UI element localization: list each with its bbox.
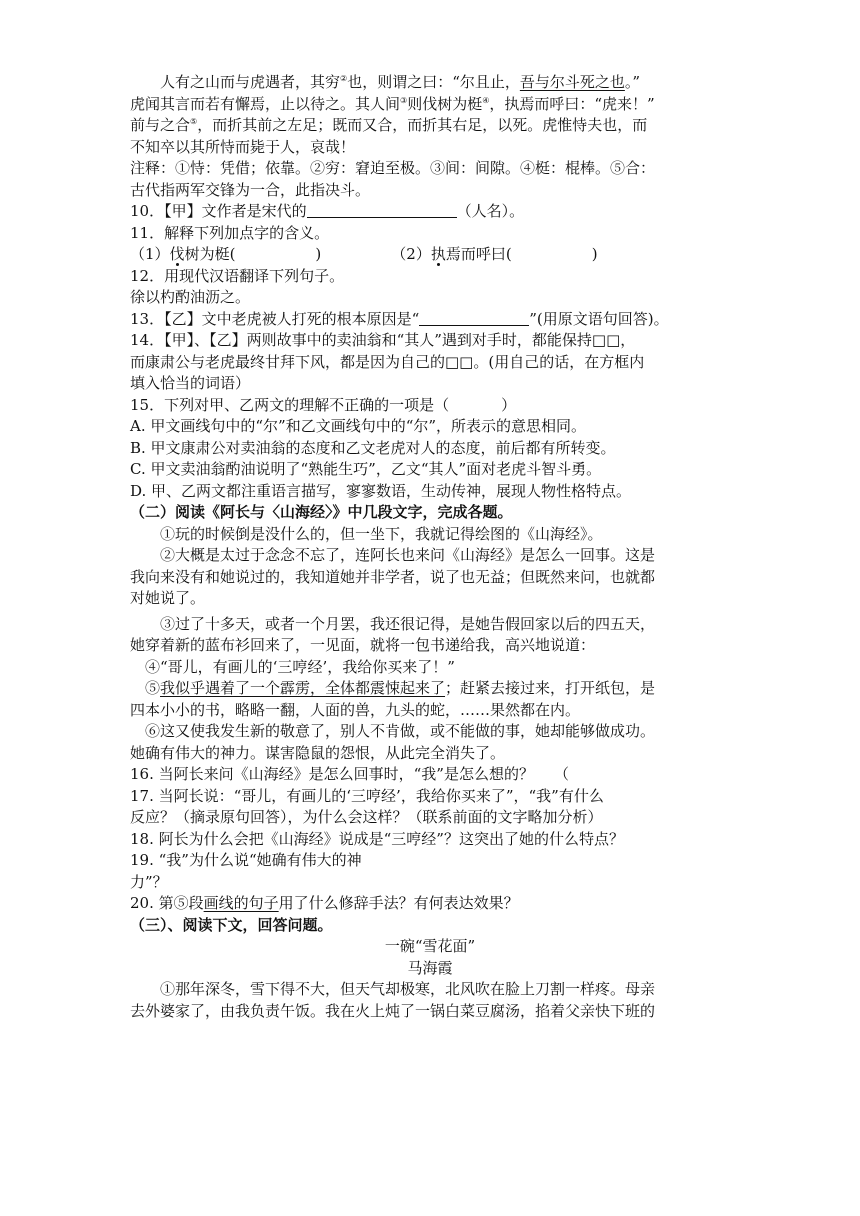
option-d: D. 甲、乙两文都注重语言描写，寥寥数语，生动传神，展现人物性格特点。 [130,481,632,500]
question-18: 18. 阿长为什么会把《山海经》说成是“三哼经”？这突出了她的什么特点？ [130,829,624,848]
text-run: ，而折其前之左足；既而又合，而折其右足，以死。虎惟恃夫也，而 [197,116,648,134]
footnote-mark: ② [340,74,348,83]
item-text: ) [315,245,322,263]
question-11-items [130,244,730,266]
item-text: ) [591,245,598,263]
answer-blank[interactable] [419,311,529,326]
question-text: ） [501,395,517,414]
text-run: 也，则谓之曰：“尔且止， [347,73,520,91]
footnote-mark: ③ [400,95,408,105]
passage-para-3-line-2: 她穿着新的蓝布衫回来了，一见面，就将一包书递给我，高兴地说道： [130,636,596,654]
question-11: 11．解释下列加点字的含义。 [130,223,330,242]
passage-para-2-line-2: 我向来没有和她说过的，我知道她并非学者，说了也无益；但既然来问，也就都 [130,567,656,586]
option-b: B. 甲文康肃公对卖油翁的态度和乙文老虎对人的态度，前后都有所转变。 [130,438,616,457]
question-13 [130,309,730,331]
question-14-line-2: 而康肃公与老虎最终甘拜下风，都是因为自己的□□。(用自己的话，在方框内 [130,352,645,371]
question-text: 20. 第⑤段 [130,894,204,912]
jia-line-4: 不知卒以其所恃而毙于人，哀哉！ [130,137,356,156]
jia-line-1 [130,72,730,94]
item-label: （1） [130,245,170,263]
question-text: 15．下列对甲、乙两文的理解不正确的一项是（ [130,395,450,414]
question-20 [130,893,730,915]
section-3-title: （三）、阅读下文，回答问题。 [130,915,333,934]
option-a: A. 甲文画线句中的“尔”和乙文画线句中的“尔”，所表示的意思相同。 [130,417,587,435]
dotted-char: 伐 [169,245,185,263]
passage-para-3-line-1: ③过了十多天，或者一个月罢，我还很记得，是她告假回家以后的四五天， [160,614,656,633]
answer-blank[interactable] [307,203,457,218]
underlined-sentence: 我似乎遇着了一个霹雳，全体都震悚起来了 [160,679,446,697]
item-text: 树为梃( [184,245,236,263]
underlined-phrase: 画线的句子 [203,894,279,912]
question-text: 10．【甲】文作者是宋代的 [130,202,307,220]
passage-para-4: ④“哥儿，有画儿的‘三哼经’，我给你买来了！” [145,657,455,676]
question-17-line-1: 17. 当阿长说：“哥儿，有画儿的‘三哼经’，我给你买来了”，“我”有什么 [130,786,604,805]
passage-para-1: ①玩的时候倒是没什么的，但一坐下，我就记得绘图的《山海经》。 [160,524,603,543]
essay-author: 马海霞 [407,958,453,977]
passage-para-5-line-2: 四本小小的书，略略一翻，人面的兽，九头的蛇，……果然都在内。 [130,700,581,719]
question-12: 12．用现代汉语翻译下列句子。 [130,266,345,285]
text-run: 人有之山而与虎遇者，其穷 [160,73,341,91]
essay-line-2: 去外婆家了，由我负责午饭。我在火上炖了一锅白菜豆腐汤，掐着父亲快下班的 [130,1001,656,1020]
option-c: C. 甲文卖油翁酌油说明了“熟能生巧”，乙文“其人”面对老虎斗智斗勇。 [130,460,602,478]
question-12-sentence: 徐以杓酌油沥之。 [130,288,251,306]
passage-para-2-line-3: 对她说了。 [130,589,206,607]
text-run: 则伐树为梃 [407,94,483,113]
underlined-sentence: 吾与尔斗死之也 [519,73,625,91]
text-run: ，执焉而呼曰：“虎来！” [489,94,655,113]
question-19-line-1: 19. “我”为什么说“她确有伟大的神 [130,851,362,869]
question-16 [130,764,730,786]
passage-para-6-line-2: 她确有伟大的神力。谋害隐鼠的怨恨，从此完全消失了。 [130,743,506,762]
item-text: 焉而呼曰( [445,245,512,263]
para-number: ⑤ [145,679,161,697]
essay-title: 一碗“雪花面” [384,937,476,955]
footnote-mark: ⑤ [190,117,198,126]
section-2-title: （二）阅读《阿长与〈山海经〉》中几段文字，完成各题。 [130,503,513,521]
passage-para-2-line-1: ②大概是太过于念念不忘了，连阿长也来问《山海经》是怎么一回事。这是 [160,546,656,564]
question-10 [130,201,730,223]
question-14-line-1: 14．【甲】、【乙】两则故事中的卖油翁和“其人”遇到对手时，都能保持□□， [130,331,636,349]
question-text: （人名）。 [456,202,525,220]
footnote-mark: ④ [482,95,490,105]
essay-line-1: ①那年深冬，雪下得不大，但天气却极寒，北风吹在脸上刀割一样疼。母亲 [160,980,656,998]
document-page [130,72,730,1022]
jia-line-2 [130,94,730,116]
question-text: （ [553,765,569,783]
text-run: 虎闻其言而若有懈焉，止以待之。其人间 [130,94,401,113]
dotted-char: 执 [430,245,446,263]
passage-para-6-line-1: ⑥这又使我发生新的敬意了，别人不肯做，或不能做的事，她却能够做成功。 [145,722,656,740]
question-text: 16. 当阿长来问《山海经》是怎么回事时，“我”是怎么想的？ [130,765,534,783]
notes-line-2: 古代指两军交锋为一合，此指决斗。 [130,180,371,199]
question-text: ”(用原文语句回答)。 [529,309,669,328]
notes-line-1: 注释：①恃：凭借；依靠。②穷：窘迫至极。③间：间隙。④梃：棍棒。⑤合： [130,159,656,177]
question-17-line-2: 反应？（摘录原句回答），为什么会这样？（联系前面的文字略加分析） [130,808,603,826]
question-19-line-2: 力”？ [130,872,168,891]
text-run: ；赶紧去接过来，打开纸包，是 [445,679,656,697]
passage-para-5-line-1 [130,678,730,700]
text-run: 。” [624,73,641,91]
question-text: 用了什么修辞手法？有何表达效果？ [278,894,519,912]
text-run: 前与之合 [130,116,191,134]
item-label: （2） [391,245,431,263]
jia-line-3 [130,115,730,137]
question-text: 13．【乙】文中老虎被人打死的根本原因是“ [130,309,420,328]
question-14-line-3: 填入恰当的词语） [130,374,251,392]
question-15 [130,395,730,417]
